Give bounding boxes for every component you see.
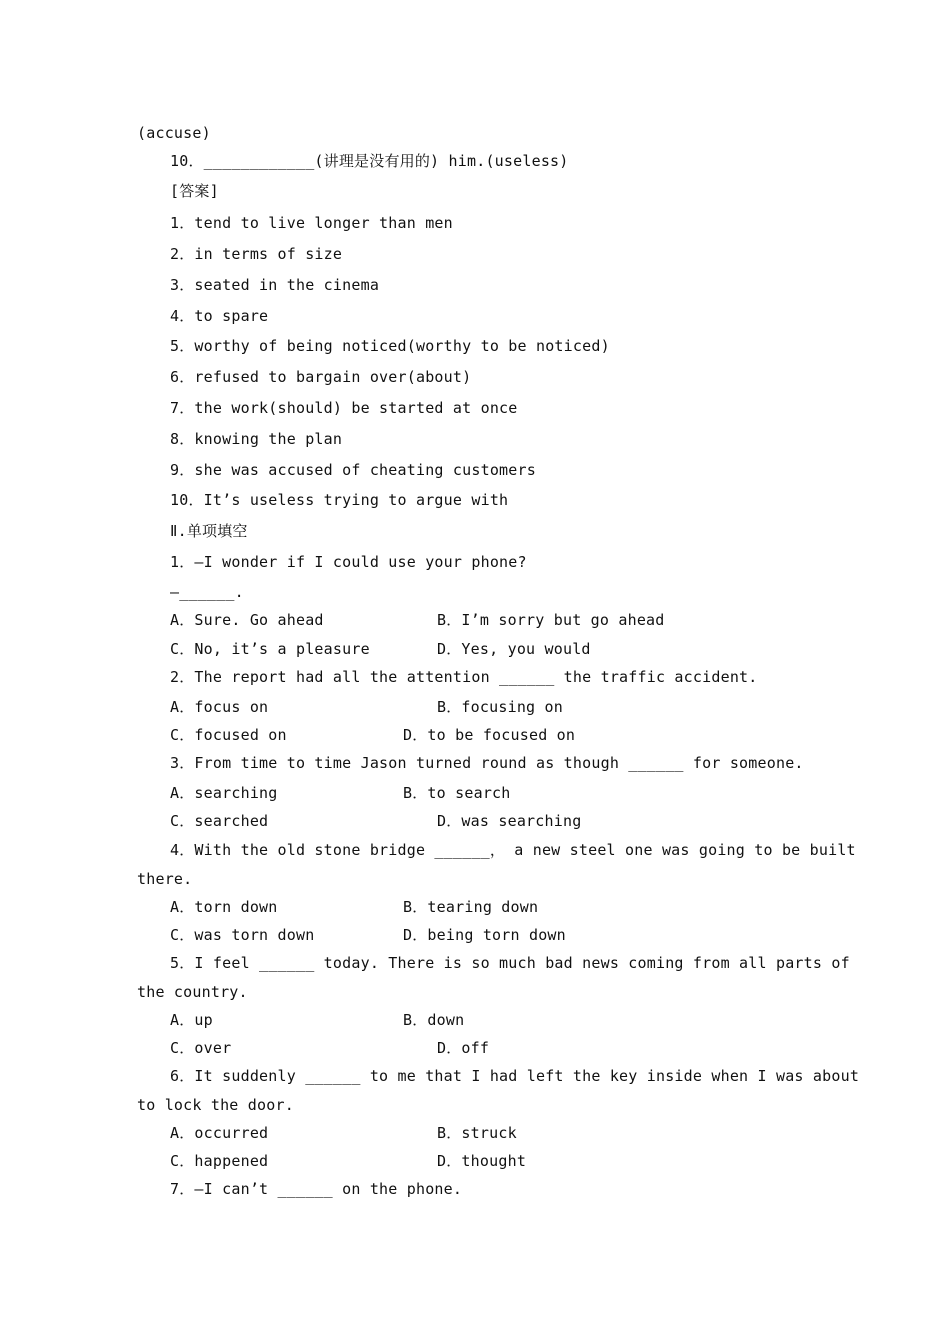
question-5-stem: 5．I feel ______ today. There is so much bad news coming from all parts of: [170, 954, 850, 972]
question-6-option-c: C．happened: [170, 1152, 269, 1170]
question-1-stem-reply: —______.: [170, 583, 244, 601]
question-7-stem: 7．—I can’t ______ on the phone.: [170, 1180, 463, 1198]
question-5-stem-cont: the country.: [137, 983, 248, 1001]
answer-item-9: 9．she was accused of cheating customers: [170, 461, 536, 479]
continued-line: (accuse): [137, 124, 211, 142]
answer-item-7: 7．the work(should) be started at once: [170, 399, 518, 417]
question-4-option-a: A．torn down: [170, 898, 278, 916]
question-3-stem: 3．From time to time Jason turned round as though ______ for someone.: [170, 754, 804, 772]
question-2-option-d: D．to be focused on: [403, 726, 576, 744]
question-1-option-b: B．I’m sorry but go ahead: [437, 611, 665, 629]
answer-item-4: 4．to spare: [170, 307, 269, 325]
question-4-stem-cont: there.: [137, 870, 193, 888]
question-2-stem: 2．The report had all the attention ______ the traffic accident.: [170, 668, 758, 686]
exercise-item-10: 10．____________(讲理是没有用的) him.(useless): [170, 152, 569, 170]
question-5-option-c: C．over: [170, 1039, 232, 1057]
answer-item-1: 1．tend to live longer than men: [170, 214, 453, 232]
question-5-option-a: A．up: [170, 1011, 213, 1029]
answer-item-3: 3．seated in the cinema: [170, 276, 380, 294]
answer-item-6: 6．refused to bargain over(about): [170, 368, 472, 386]
question-6-option-a: A．occurred: [170, 1124, 269, 1142]
question-4-stem: 4．With the old stone bridge ______， a new steel one was going to be built: [170, 841, 856, 859]
question-2-option-a: A．focus on: [170, 698, 269, 716]
answer-item-8: 8．knowing the plan: [170, 430, 343, 448]
question-1-stem: 1．—I wonder if I could use your phone?: [170, 553, 527, 571]
question-3-option-c: C．searched: [170, 812, 269, 830]
question-1-option-c: C．No, it’s a pleasure: [170, 640, 370, 658]
question-4-option-d: D．being torn down: [403, 926, 566, 944]
question-3-option-b: B．to search: [403, 784, 511, 802]
question-1-option-a: A．Sure. Go ahead: [170, 611, 324, 629]
question-3-option-a: A．searching: [170, 784, 278, 802]
section-heading: Ⅱ.单项填空: [170, 522, 248, 540]
answer-item-2: 2．in terms of size: [170, 245, 343, 263]
question-4-option-c: C．was torn down: [170, 926, 315, 944]
answer-item-10: 10．It’s useless trying to argue with: [170, 491, 509, 509]
question-1-option-d: D．Yes, you would: [437, 640, 591, 658]
question-5-option-d: D．off: [437, 1039, 490, 1057]
question-6-option-d: D．thought: [437, 1152, 527, 1170]
question-6-stem: 6．It suddenly ______ to me that I had left the key inside when I was about: [170, 1067, 860, 1085]
answers-heading: [答案]: [170, 182, 219, 200]
question-6-stem-cont: to lock the door.: [137, 1096, 294, 1114]
question-2-option-c: C．focused on: [170, 726, 287, 744]
question-2-option-b: B．focusing on: [437, 698, 563, 716]
question-3-option-d: D．was searching: [437, 812, 582, 830]
question-4-option-b: B．tearing down: [403, 898, 539, 916]
question-6-option-b: B．struck: [437, 1124, 517, 1142]
answer-item-5: 5．worthy of being noticed(worthy to be noticed): [170, 337, 610, 355]
question-5-option-b: B．down: [403, 1011, 465, 1029]
